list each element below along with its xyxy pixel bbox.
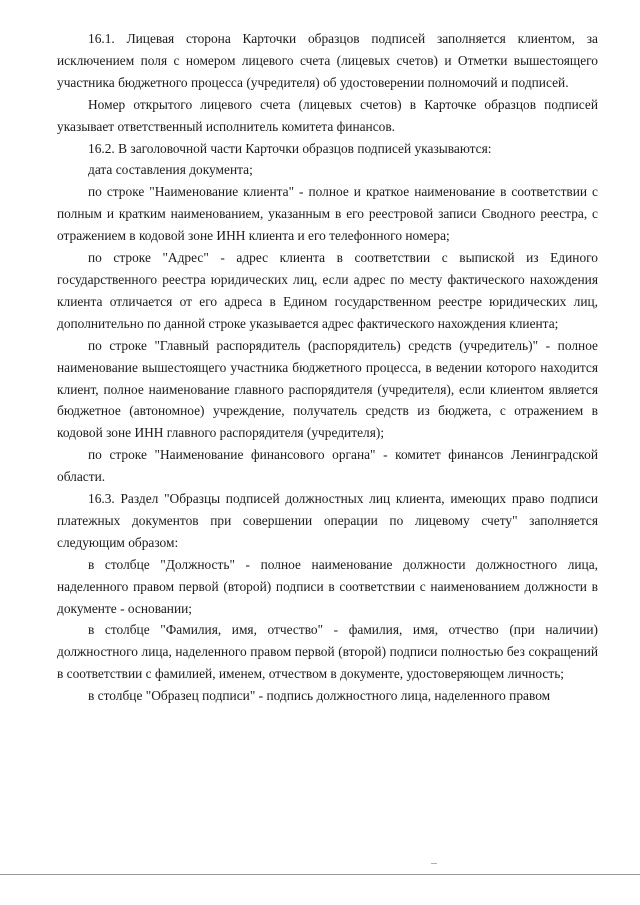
document-body [57, 28, 598, 707]
paragraph-16-1: 16.1. Лицевая сторона Карточки образцов подписей заполняется клиентом, за исключением поля с номером лицевого счета (лицевых счетов) и Отметки вышестоящего участника бюджетного процесса (учредителя) об удостоверении полномочий и подписей. [57, 31, 598, 90]
paragraph-account-number: Номер открытого лицевого счета (лицевых счетов) в Карточке образцов подписей указывает ответственный исполнитель комитета финансов. [57, 96, 598, 134]
paragraph-client-name: по строке "Наименование клиента" - полное и краткое наименование в соответствии с полным и кратким наименованием, указанным в его реестровой записи Сводного реестра, с отражением в кодовой зоне ИНН клиента и его телефонного номера; [57, 184, 598, 244]
paragraph-finance-body: по строке "Наименование финансового органа" - комитет финансов Ленинградской области. [57, 447, 598, 485]
paragraph-16-3: 16.3. Раздел "Образцы подписей должностных лиц клиента, имеющих право подписи платежных документов при совершении операции по лицевому счету" заполняется следующим образом: [57, 491, 598, 550]
paragraph-main-manager: по строке "Главный распорядитель (распорядитель) средств (учредитель)" - полное наименование вышестоящего участника бюджетного процесса, в ведении которого находится клиент, полное наименование главного распорядителя (учредителя), если клиентом является бюджетное (автономное) учреждение, получатель средств из бюджета, с отражением в кодовой зоне ИНН главного распорядителя (учредителя); [57, 337, 598, 441]
scan-bottom-edge [0, 874, 640, 875]
paragraph-position-column: в столбце "Должность" - полное наименование должности должностного лица, наделенного правом первой (второй) подписи в соответствии с наименованием должности в документе - основании; [57, 556, 598, 616]
scan-speck [431, 863, 437, 864]
paragraph-16-2: 16.2. В заголовочной части Карточки образцов подписей указываются: [88, 140, 492, 156]
paragraph-date: дата составления документа; [88, 162, 253, 178]
paragraph-address: по строке "Адрес" - адрес клиента в соответствии с выпиской из Единого государственного реестра юридических лиц, если адрес по месту фактического нахождения клиента отличается от его адреса в Едином государственном реестре юридических лиц, дополнительно по данной строке указывается адрес фактического нахождения клиента; [57, 250, 598, 331]
paragraph-signature-column: в столбце "Образец подписи" - подпись должностного лица, наделенного правом [88, 688, 551, 704]
paragraph-fullname-column: в столбце "Фамилия, имя, отчество" - фамилия, имя, отчество (при наличии) должностного лица, наделенного правом первой (второй) подписи полностью без сокращений в соответствии с фамилией, именем, отчеством в документе, удостоверяющем личность; [57, 622, 598, 682]
